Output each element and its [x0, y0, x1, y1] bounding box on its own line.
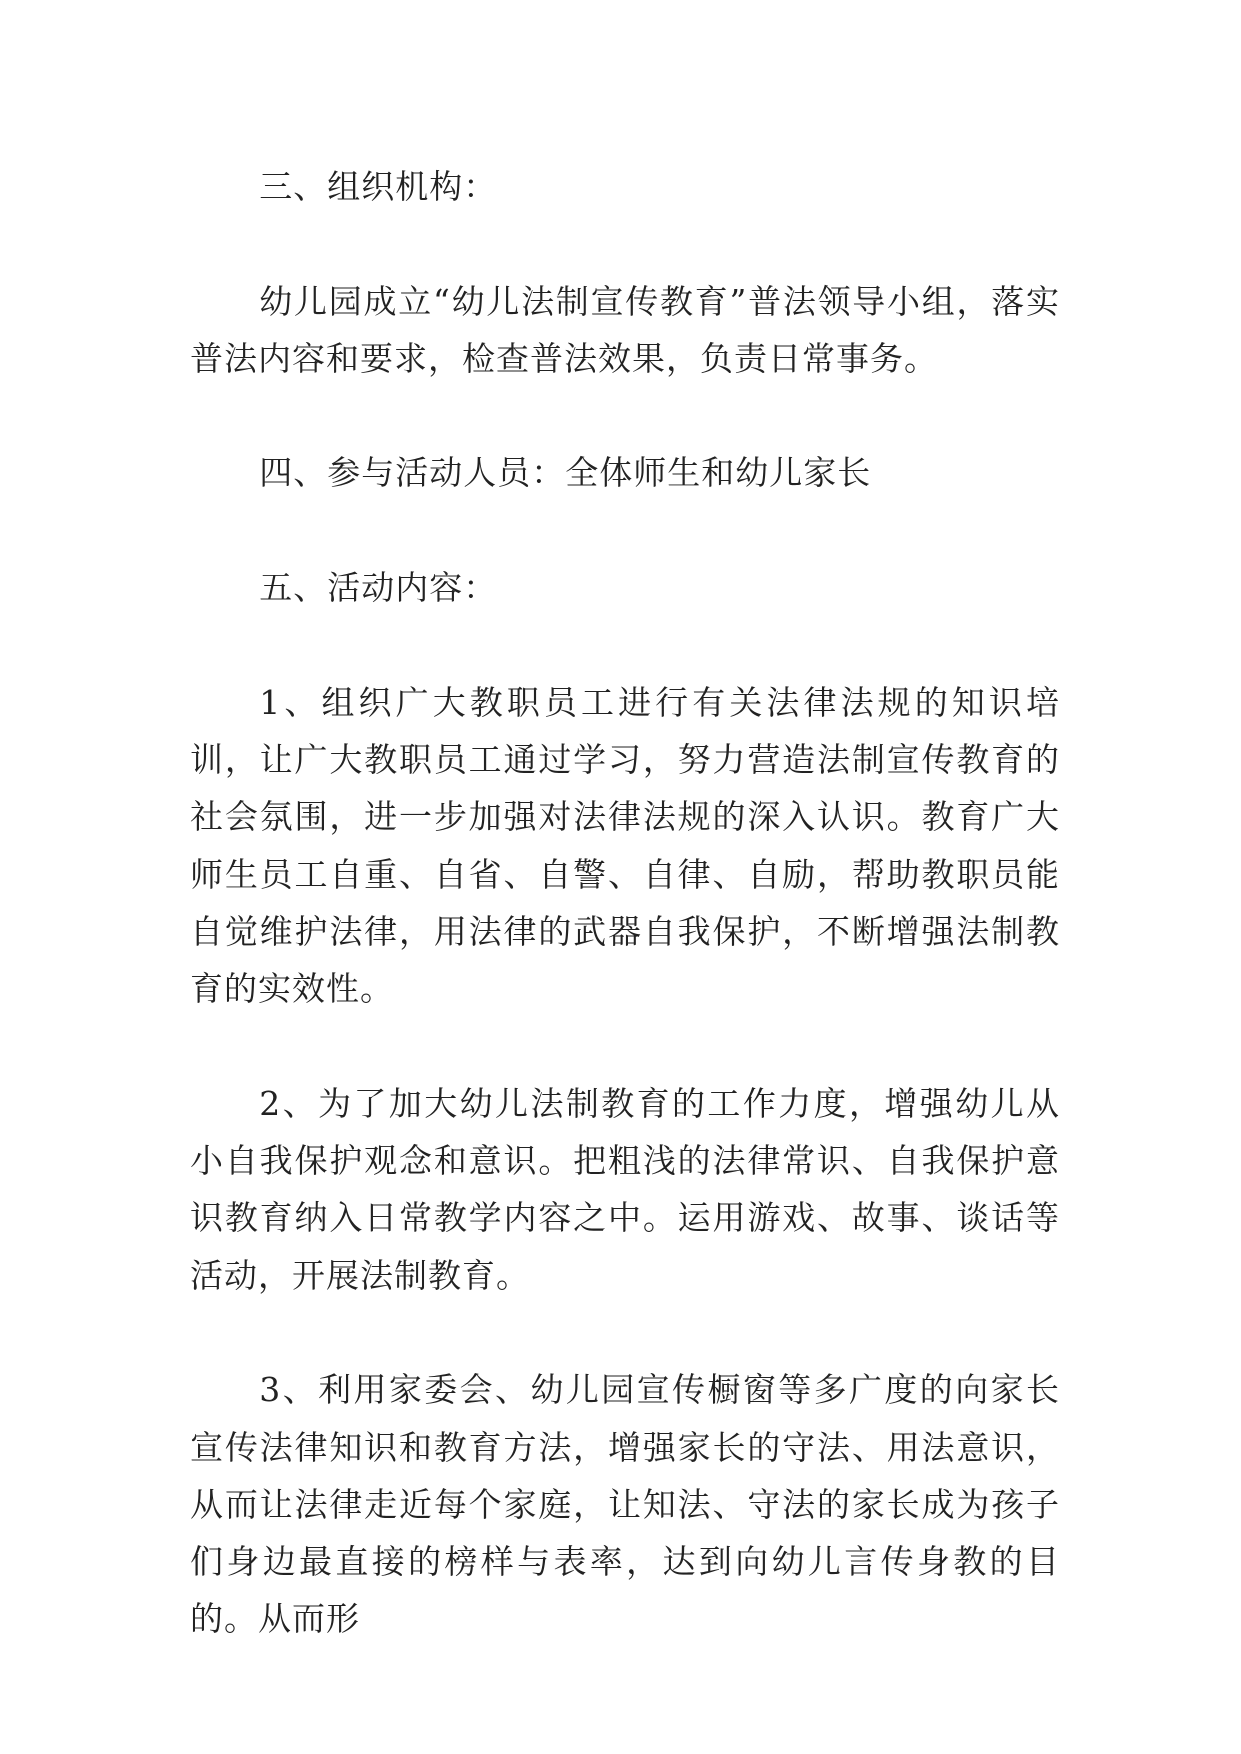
- list-item-1: 1、组织广大教职员工进行有关法律法规的知识培训，让广大教职员工通过学习，努力营造法制宣传教育的社会氛围，进一步加强对法律法规的深入认识。教育广大师生员工自重、自省、自警、自律、自励，帮助教职员能自觉维护法律，用法律的武器自我保护，不断增强法制教育的实效性。: [190, 682, 1060, 1009]
- document-body: [190, 158, 1060, 1705]
- section-heading-organization: 三、组织机构：: [259, 167, 498, 206]
- section-heading-activity-content: 五、活动内容：: [259, 568, 498, 608]
- paragraph-organization-body: 幼儿园成立“幼儿法制宣传教育”普法领导小组，落实普法内容和要求，检查普法效果，负责日常事务。: [190, 281, 1060, 378]
- section-heading-participants: 四、参与活动人员：全体师生和幼儿家长: [259, 453, 872, 493]
- list-item-2: 2、为了加大幼儿法制教育的工作力度，增强幼儿从小自我保护观念和意识。把粗浅的法律常识、自我保护意识教育纳入日常教学内容之中。运用游戏、故事、谈话等活动，开展法制教育。: [190, 1083, 1060, 1295]
- list-item-3: 3、利用家委会、幼儿园宣传橱窗等多广度的向家长宣传法律知识和教育方法，增强家长的守法、用法意识，从而让法律走近每个家庭，让知法、守法的家长成为孩子们身边最直接的榜样与表率，达到向幼儿言传身教的目的。从而形: [190, 1370, 1060, 1639]
